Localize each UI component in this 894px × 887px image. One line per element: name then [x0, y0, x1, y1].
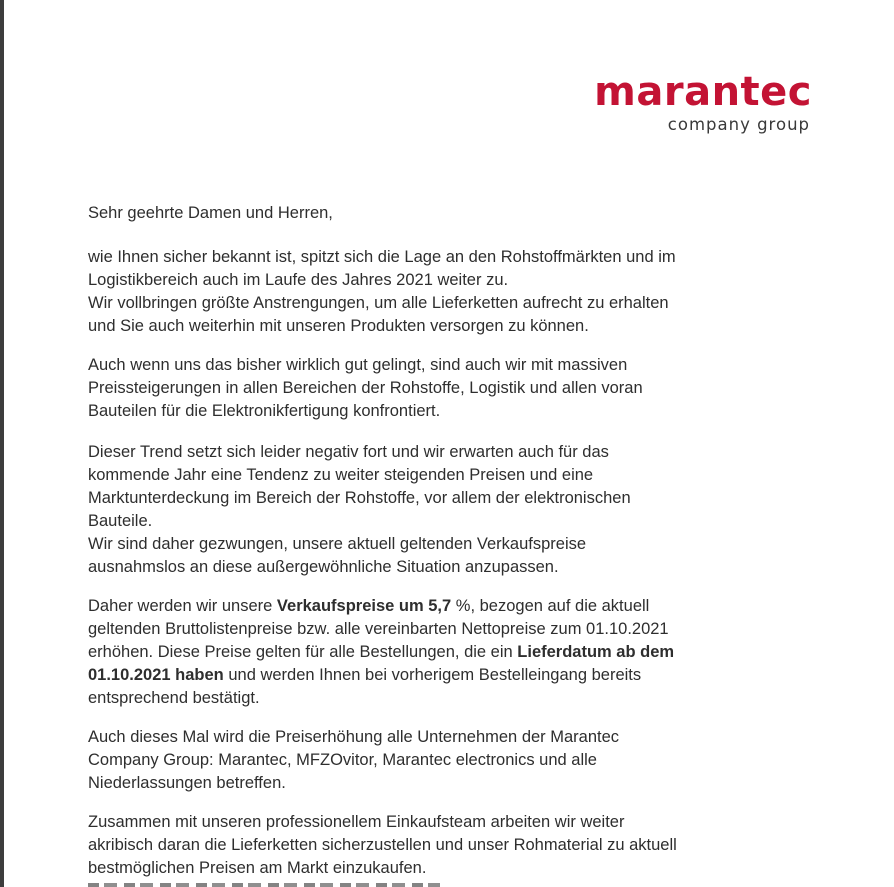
text-segment: Logistikbereich auch im Laufe des Jahres 2021 weiter zu. [88, 271, 509, 289]
text-segment: Auch wenn uns das bisher wirklich gut gelingt, sind auch wir mit massiven [88, 356, 628, 374]
paragraph [88, 246, 768, 338]
paragraph [88, 354, 768, 423]
text-segment: geltenden Bruttolistenpreise bzw. alle vereinbarten Nettopreise zum 01.10.2021 [88, 620, 669, 638]
logo-tagline-text: company group [667, 115, 810, 134]
text-segment: Wir sind daher gezwungen, unsere aktuell geltenden Verkaufspreise [88, 535, 587, 553]
text-segment: Marktunterdeckung im Bereich der Rohstoffe, vor allem der elektronischen [88, 489, 631, 507]
text-segment: wie Ihnen sicher bekannt ist, spitzt sich die Lage an den Rohstoffmärkten und im [88, 248, 676, 266]
text-segment: ausnahmslos an diese außergewöhnliche Situation anzupassen. [88, 558, 559, 576]
text-segment: Zusammen mit unseren professionellem Einkaufsteam arbeiten wir weiter [88, 813, 625, 831]
paragraph [88, 441, 768, 579]
text-segment: und Sie auch weiterhin mit unseren Produkten versorgen zu können. [88, 317, 589, 335]
text-segment: Dieser Trend setzt sich leider negativ fort und wir erwarten auch für das [88, 443, 609, 461]
logo-brand-text: marantec [594, 69, 812, 115]
text-segment: Wir vollbringen größte Anstrengungen, um alle Lieferketten aufrecht zu erhalten [88, 294, 669, 312]
text-segment: bestmöglichen Preisen am Markt einzukaufen. [88, 859, 427, 877]
text-segment: Preissteigerungen in allen Bereichen der Rohstoffe, Logistik und allen voran [88, 379, 643, 397]
text-segment: Daher werden wir unsere [88, 597, 277, 615]
text-segment: Sehr geehrte Damen und Herren, [88, 204, 333, 222]
text-segment: Company Group: Marantec, MFZOvitor, Marantec electronics und alle [88, 751, 597, 769]
page-left-edge [0, 0, 4, 887]
text-segment: Niederlassungen betreffen. [88, 774, 286, 792]
clipped-text-line [88, 883, 440, 887]
text-segment: und werden Ihnen bei vorherigem Bestelleingang bereits [223, 666, 642, 684]
text-segment: kommende Jahr eine Tendenz zu weiter steigenden Preisen und eine [88, 466, 594, 484]
paragraph [88, 726, 768, 795]
text-segment: erhöhen. Diese Preise gelten für alle Bestellungen, die ein [88, 643, 518, 661]
bold-text-segment: Verkaufspreise um 5,7 [276, 597, 452, 615]
text-segment: Auch dieses Mal wird die Preiserhöhung alle Unternehmen der Marantec [88, 728, 620, 746]
paragraph [88, 595, 768, 710]
paragraph [88, 811, 768, 880]
paragraph [88, 202, 768, 225]
text-segment: Bauteilen für die Elektronikfertigung konfrontiert. [88, 402, 441, 420]
bold-text-segment: 01.10.2021 haben [88, 666, 224, 684]
text-segment: entsprechend bestätigt. [88, 689, 260, 707]
letter-body [88, 202, 768, 887]
bold-text-segment: Lieferdatum ab dem [517, 643, 675, 661]
text-segment: %, bezogen auf die aktuell [451, 597, 650, 615]
marantec-logo [594, 69, 812, 134]
text-segment: akribisch daran die Lieferketten sicherzustellen und unser Rohmaterial zu aktuell [88, 836, 677, 854]
text-segment: Bauteile. [88, 512, 153, 530]
